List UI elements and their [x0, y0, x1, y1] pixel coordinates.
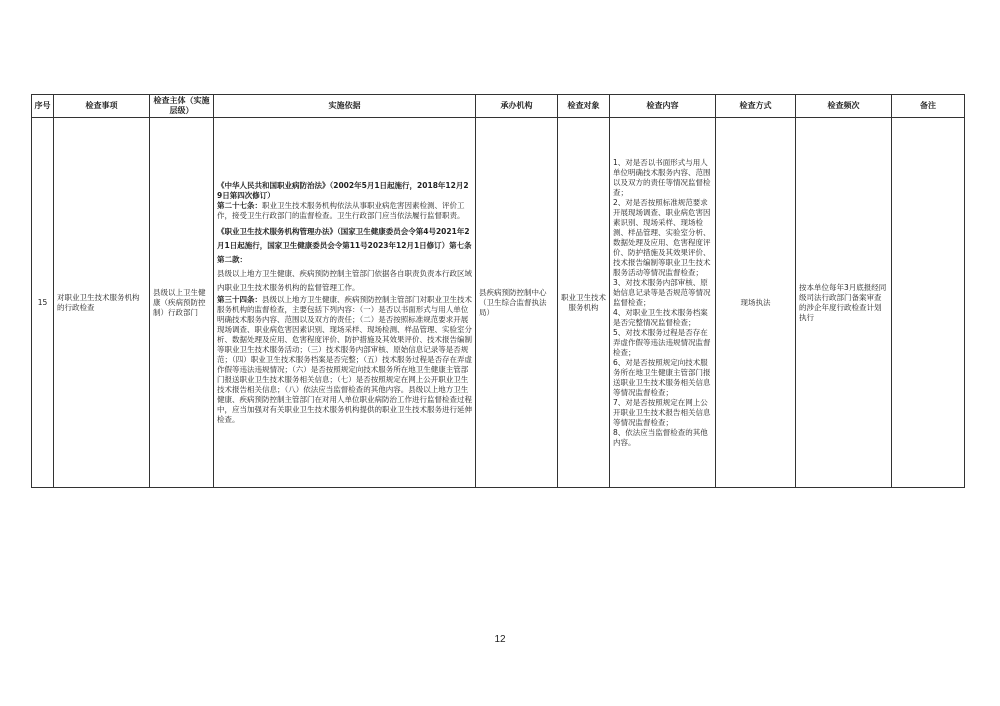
- content-item: 6、对是否按照规定向技术服务所在地卫生健康主管部门报送职业卫生技术服务相关信息等情况监督检查；: [613, 357, 711, 397]
- cell-remark: [892, 118, 965, 488]
- content-item: 4、对职业卫生技术服务档案是否完整情况监督检查；: [613, 307, 708, 327]
- header-agency: 承办机构: [476, 95, 558, 118]
- header-basis: 实施依据: [214, 95, 476, 118]
- cell-frequency: 按本单位每年3月底报经同级司法行政部门备案审查的涉企年度行政检查计划执行: [796, 118, 892, 488]
- article-34: [217, 295, 472, 425]
- cell-item: 对职业卫生技术服务机构的行政检查: [54, 118, 150, 488]
- cell-method: 现场执法: [716, 118, 796, 488]
- law1-title: 《中华人民共和国职业病防治法》（2002年5月1日起施行，2018年12月29日第四次修订）: [217, 180, 469, 200]
- article-34-text: 县级以上地方卫生健康、疾病预防控制主管部门对职业卫生技术服务机构的监督检查，主要包括下列内容：（一）是否以书面形式与用人单位明确技术服务内容、范围以及双方的责任；（二）是否按照标准规范要求开展现场调查、职业病危害因素识别、现场采样、现场检测、样品管理、实验室分析、数据处理及应用、危害程度评价、防护措施及其效果评价、技术报告编制等职业卫生技术服务活动；（三）技术服务内部审核、原始信息记录等是否规范；（四）职业卫生技术服务档案是否完整；（五）技术服务过程是否存在弄虚作假等违法违规情况；（六）是否按照规定向技术服务所在地卫生健康主管部门报送职业卫生技术服务相关信息；（七）是否按照规定在网上公开职业卫生技术报告相关信息；（八）依法应当监督检查的其他内容。县级以上地方卫生健康、疾病预防控制主管部门在对用人单位职业病防治工作进行监督检查过程中，应当加强对有关职业卫生技术服务机构提供的职业卫生技术服务进行延伸检查。: [217, 294, 472, 424]
- header-item: 检查事项: [54, 95, 150, 118]
- header-no: 序号: [32, 95, 54, 118]
- inspection-table: [31, 94, 965, 488]
- cell-content: [610, 118, 716, 488]
- table-row: [32, 118, 965, 488]
- content-item: 2、对是否按照标准规范要求开展现场调查、职业病危害因素识别、现场采样、现场检测、样品管理、实验室分析、数据处理及应用、危害程度评价、防护措施及其效果评价、技术报告编制等职业卫生技术服务活动等情况监督检查；: [613, 197, 711, 277]
- content-item: 8、依法应当监督检查的其他内容。: [613, 427, 708, 447]
- cell-agency: 县疾病预防控制中心（卫生综合监督执法局）: [476, 118, 558, 488]
- cell-subject: 县级以上卫生健康（疾病预防控制）行政部门: [150, 118, 214, 488]
- article-27-text: 职业卫生技术服务机构依法从事职业病危害因素检测、评价工作，接受卫生行政部门的监督检查。卫生行政部门应当依法履行监督职责。: [217, 200, 465, 220]
- header-content: 检查内容: [610, 95, 716, 118]
- header-target: 检查对象: [558, 95, 610, 118]
- article-27: [217, 201, 472, 221]
- content-item: 7、对是否按照规定在网上公开职业卫生技术报告相关信息等情况监督检查；: [613, 397, 711, 427]
- header-frequency: 检查频次: [796, 95, 892, 118]
- page-number: 12: [494, 634, 506, 645]
- content-item: 5、对技术服务过程是否存在弄虚作假等违法违规情况监督检查；: [613, 327, 711, 357]
- article-27-heading: 第二十七条：: [217, 200, 262, 210]
- header-method: 检查方式: [716, 95, 796, 118]
- table-header-row: [32, 95, 965, 118]
- cell-no: 15: [32, 118, 54, 488]
- cell-basis: [214, 118, 476, 488]
- content-item: 1、对是否以书面形式与用人单位明确技术服务内容、范围以及双方的责任等情况监督检查；: [613, 157, 711, 197]
- article-7-text: 县级以上地方卫生健康、疾病预防控制主管部门依据各自职责负责本行政区域内职业卫生技术服务机构的监督管理工作。: [217, 268, 472, 292]
- content-item: 3、对技术服务内部审核、原始信息记录等是否规范等情况监督检查；: [613, 277, 711, 307]
- law2-title: 《职业卫生技术服务机构管理办法》（国家卫生健康委员会令第4号2021年2月1日起施行，国家卫生健康委员会令第11号2023年12月1日修订）第七条第二款：: [217, 226, 472, 264]
- header-remark: 备注: [892, 95, 965, 118]
- header-subject: 检查主体（实施层级）: [150, 95, 214, 118]
- cell-target: 职业卫生技术服务机构: [558, 118, 610, 488]
- article-34-heading: 第三十四条：: [217, 294, 262, 304]
